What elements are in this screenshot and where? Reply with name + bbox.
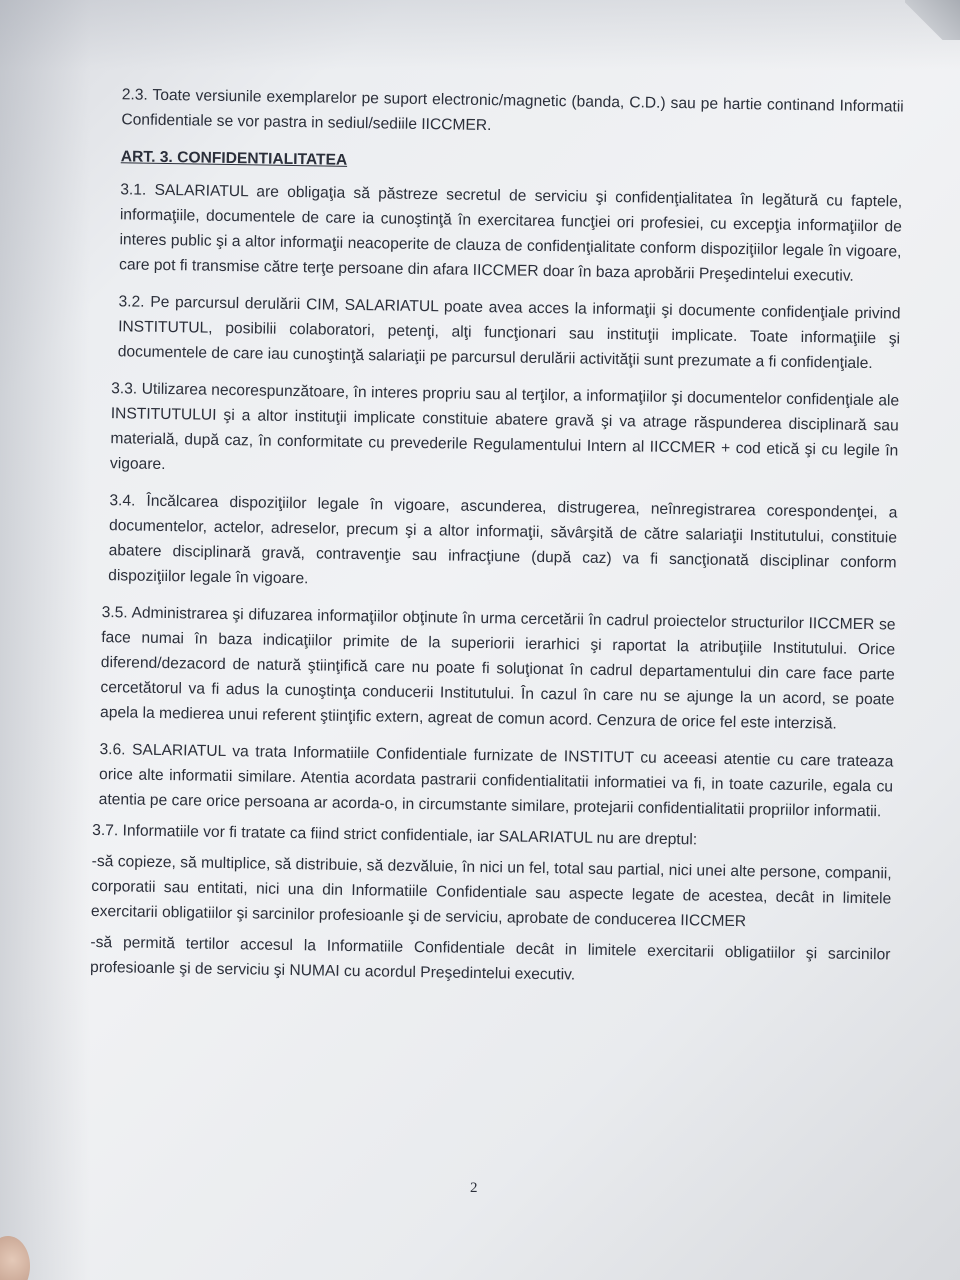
page-shadow-left xyxy=(0,0,90,1280)
paragraph-3-7: 3.7. Informatiile vor fi tratate ca fiind strict confidentiale, iar SALARIATUL nu are dreptul: xyxy=(92,821,698,849)
paragraph-3-4: 3.4. Încălcarea dispoziţiilor legale în vigoare, ascunderea, distrugerea, neînregistrarea corespondenţei, a documentelor, actelor, adreselor, precum şi a altor informaţii, săvârşită de către salariaţii Institutului, constituie abatere disciplinară gravă, contravenţie sau infracţiune (după caz) va fi sancţionată disciplinar conform dispoziţiilor legale în vigoare. xyxy=(108,492,898,588)
section-heading-art-3: ART. 3. CONFIDENTIALITATEA xyxy=(120,148,348,169)
list-item-bullet-1: -să copieze, să multiplice, să distribuie, să dezvăluie, în nici un fel, total sau partial, nici unei alte persone, companii, corporatii sau entitati, nici una din Informatiile Confidentiale sau aspecte legate de acestea, decât in limitele exercitarii obligatiilor şi sarcinilor profesioanle şi de serviciu, aprobate de conducerea IICCMER xyxy=(90,852,892,931)
paragraph-3-3: 3.3. Utilizarea necorespunzătoare, în interes propriu sau al terţilor, a informaţiilor şi documentelor confidenţiale ale INSTITUTULUI şi a altor instituţii implicate constituie abatere gravă şi va atrage răspunderea disciplinară sau materială, după caz, în conformitate cu prevederile Regulamentului Intern al IICCMER + cod etică şi cu legile în vigoare. xyxy=(109,380,900,474)
paragraph-2-3: 2.3. Toate versiunile exemplarelor pe suport electronic/magnetic (banda, C.D.) sau pe hartie continand Informatii Confidentiale se vor pastra in sediul/sediile IICCMER. xyxy=(121,86,904,135)
paragraph-3-5: 3.5. Administrarea şi difuzarea informaţiilor obţinute în urma cercetării în cadrul proiectelor structurilor IICCMER se face numai în baza indicaţiilor primite de la superiorii ierarhici şi raportat la atribuţiile Institutului. Orice diferend/dezacord de natură ştiinţifică care nu poate fi soluţionat în cadrul departamentului din care face parte cercetătorul va fi adus la cunoştinţa conducerii Institutului. În cazul în care nu se ajunge la un acord, se poate apela la medierea unui referent ştiinţific extern, agreat de comun acord. Cenzura de orice fel este interzisă. xyxy=(99,604,896,733)
document-body xyxy=(90,82,904,1004)
paragraph-3-6: 3.6. SALARIATUL va trata Informatiile Confidentiale furnizate de INSTITUT cu aceeasi atentie cu care trateaza orice alte informatii similare. Atentia acordata pastrarii confidentialitatii informatiei va fi, in toate cazurile, egala cu atentia pe care orice persoana ar acorda-o, in circumstante similare, protejarii confidentialitatii propriilor informatii. xyxy=(98,741,894,821)
list-item-bullet-2: -să permită tertilor accesul la Informatiile Confidentiale decât in limitele exercitarii obligatiilor şi sarcinilor profesioanle şi de serviciu şi NUMAI cu acordul Preşedintelui executiv. xyxy=(89,933,891,984)
paragraph-3-2: 3.2. Pe parcursul derulării CIM, SALARIATUL poate avea acces la informaţii şi documente confidenţiale privind INSTITUTUL, posibilii colaboratori, petenţi, alţi funcţionari sau instituţii implicate. Toate informaţiile şi documentele de care iau cunoştinţă salariaţii pe parcursul derulării activităţii sunt prezumate a fi confidenţiale. xyxy=(117,293,901,373)
page-shadow-top xyxy=(0,0,960,70)
page-corner-fold xyxy=(905,0,960,40)
page-number: 2 xyxy=(470,1180,478,1196)
paragraph-3-1: 3.1. SALARIATUL are obligaţia să păstreze secretul de serviciu şi confidenţialitatea în legătură cu faptele, informaţiile, documentele de care ia cunoştinţă în exercitarea funcţiei ori profesiei, cu excepţia informaţiilor de interes public şi a altor informaţii neacoperite de clauza de confidenţialitate conform dispoziţiilor legale în vigoare, care pot fi transmise către terţe persoane din afara IICCMER doar în baza aprobării Preşedintelui executiv. xyxy=(118,181,903,285)
